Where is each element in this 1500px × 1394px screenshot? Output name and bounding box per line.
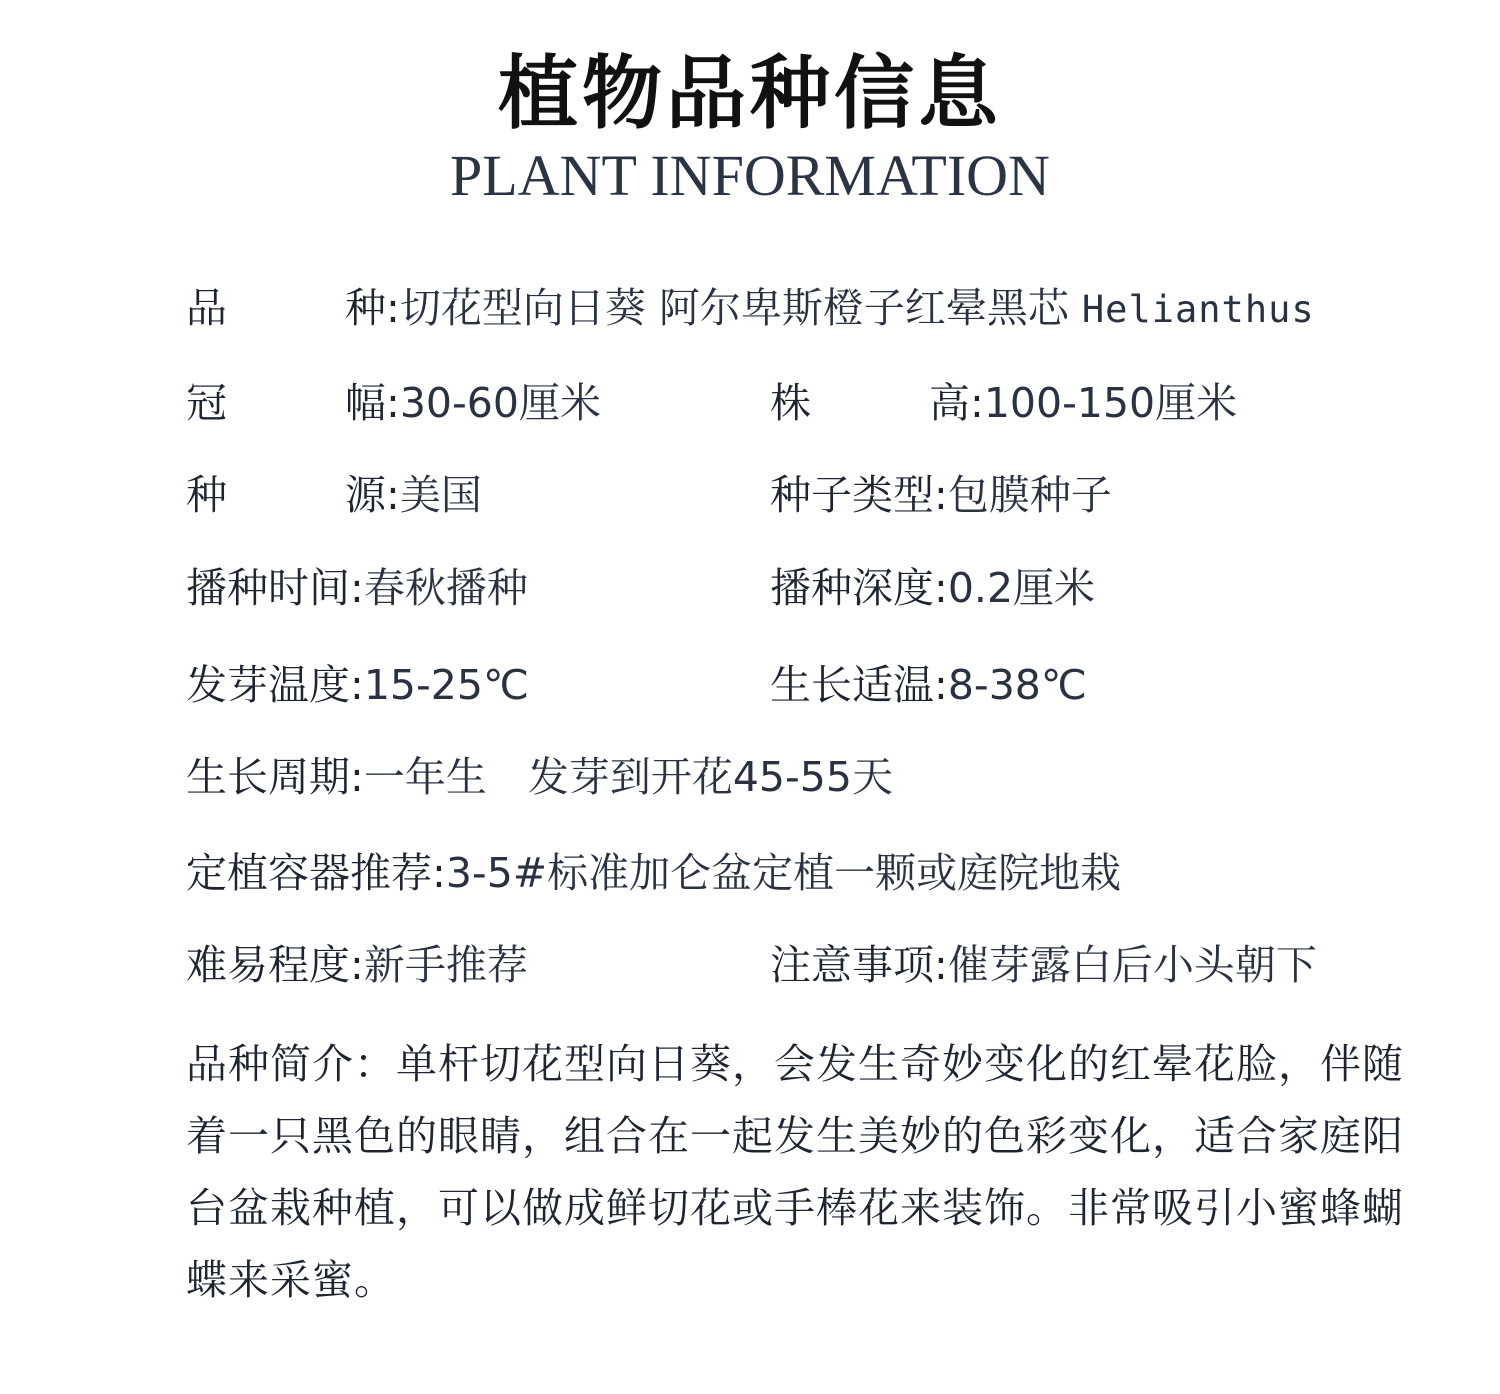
colon: :: [350, 941, 364, 989]
crown-value: 30-60厘米: [399, 379, 601, 427]
cycle-row: [186, 752, 893, 802]
colon: :: [934, 941, 948, 989]
height-field: [770, 378, 1237, 428]
variety-value: 切花型向日葵 阿尔卑斯橙子红晕黑芯: [399, 284, 1069, 332]
intro-label: 品种简介：: [186, 1040, 396, 1088]
seed-type-field: [770, 470, 1112, 520]
seed-type-value: 包膜种子: [947, 471, 1112, 519]
sow-depth-label: 播种深度: [770, 564, 934, 612]
crown-label: [186, 378, 386, 428]
origin-label: [186, 470, 386, 520]
colon: :: [386, 284, 400, 332]
crown-label-a: 冠: [186, 379, 227, 427]
origin-label-b: 源: [345, 471, 386, 519]
colon: :: [350, 661, 364, 709]
colon: :: [432, 849, 446, 897]
difficulty-label: 难易程度: [186, 941, 350, 989]
difficulty-value: 新手推荐: [363, 941, 528, 989]
crown-label-b: 幅: [345, 379, 386, 427]
grow-temp-field: [770, 660, 1087, 710]
variety-label: [186, 283, 386, 333]
height-label-a: 株: [770, 379, 811, 427]
grow-temp-label: 生长适温: [770, 661, 934, 709]
colon: :: [386, 379, 400, 427]
origin-label-a: 种: [186, 471, 227, 519]
cycle-value: 一年生 发芽到开花45-55天: [363, 753, 893, 801]
notes-label: 注意事项: [770, 941, 934, 989]
sow-depth-value: 0.2厘米: [947, 564, 1096, 612]
germ-temp-value: 15-25℃: [363, 661, 530, 709]
colon: :: [934, 661, 948, 709]
cycle-label: 生长周期: [186, 753, 350, 801]
crown-field: [186, 378, 601, 428]
colon: :: [970, 379, 984, 427]
height-label: [770, 378, 970, 428]
colon: :: [934, 564, 948, 612]
notes-value: 催芽露白后小头朝下: [947, 941, 1317, 989]
sow-time-label: 播种时间: [186, 564, 350, 612]
colon: :: [386, 471, 400, 519]
colon: :: [350, 564, 364, 612]
seed-type-label: 种子类型: [770, 471, 934, 519]
colon: :: [350, 753, 364, 801]
difficulty-field: [186, 940, 528, 990]
height-value: 100-150厘米: [983, 379, 1238, 427]
page-subtitle: PLANT INFORMATION: [450, 143, 1050, 208]
variety-label-b: 种: [345, 284, 386, 332]
container-label: 定植容器推荐: [186, 849, 432, 897]
intro-text: 单杆切花型向日葵，会发生奇妙变化的红晕花脸，伴随着一只黑色的眼睛，组合在一起发生美妙的色彩变化，适合家庭阳台盆栽种植，可以做成鲜切花或手棒花来装饰。非常吸引小蜜蜂蝴蝶来采蜜。: [186, 1040, 1404, 1304]
grow-temp-value: 8-38℃: [947, 661, 1087, 709]
colon: :: [934, 471, 948, 519]
variety-latin: Helianthus: [1081, 288, 1315, 331]
origin-field: [186, 470, 482, 520]
sow-time-value: 春秋播种: [363, 564, 528, 612]
origin-value: 美国: [399, 471, 482, 519]
sow-time-field: [186, 563, 528, 613]
notes-field: [770, 940, 1317, 990]
germ-temp-field: [186, 660, 529, 710]
container-value: 3-5#标准加仑盆定植一颗或庭院地栽: [445, 849, 1122, 897]
sow-depth-field: [770, 563, 1095, 613]
germ-temp-label: 发芽温度: [186, 661, 350, 709]
variety-intro: [186, 1028, 1406, 1316]
height-label-b: 高: [929, 379, 970, 427]
variety-label-a: 品: [186, 284, 227, 332]
page-title: 植物品种信息: [498, 47, 1002, 140]
variety-row: [186, 283, 1315, 335]
container-row: [186, 848, 1121, 898]
